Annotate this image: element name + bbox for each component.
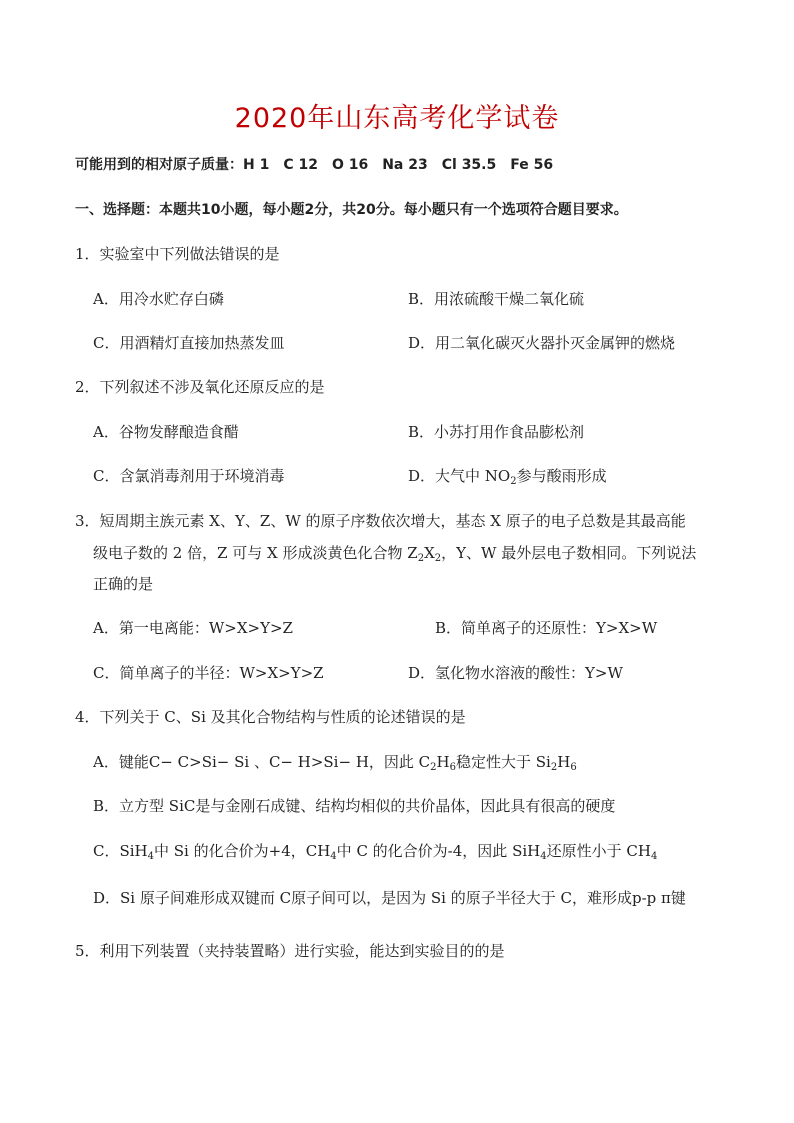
question-3-option-a: A．第一电离能：W>X>Y>Z [93, 619, 293, 637]
question-5-stem: 5．利用下列装置（夹持装置略）进行实验，能达到实验目的的是 [75, 942, 505, 960]
question-2-option-d: D．大气中 $NO_2$参与酸雨形成 [408, 467, 607, 487]
question-2-option-c: C．含氯消毒剂用于环境消毒 [93, 467, 285, 485]
question-3-line-2: 级电子数的 2 倍，Z 可与 X 形成淡黄色化合物 $Z_2X_2$，Y、W 最外层电子数相同。下列说法 [93, 544, 697, 564]
atomic-masses: 可能用到的相对原子质量：H 1 C 12 O 16 Na 23 Cl 35.5 Fe 56 [75, 157, 554, 173]
question-3-line-3: 正确的是 [93, 575, 154, 593]
question-1-option-d: D．用二氧化碳灭火器扑灭金属钾的燃烧 [408, 334, 676, 352]
question-2-option-b: B．小苏打用作食品膨松剂 [408, 423, 585, 441]
question-2-stem: 2．下列叙述不涉及氧化还原反应的是 [75, 378, 325, 396]
question-1-option-a: A．用冷水贮存白磷 [93, 290, 224, 308]
question-3-option-d: D．氢化物水溶液的酸性：Y>W [408, 664, 623, 682]
question-4-option-b: B．立方型 SiC是与金刚石成键、结构均相似的共价晶体，因此具有很高的硬度 [93, 797, 616, 815]
question-4-stem: 4．下列关于 C、Si 及其化合物结构与性质的论述错误的是 [75, 708, 466, 726]
section-heading: 一、选择题：本题共10小题，每小题2分，共20分。每小题只有一个选项符合题目要求。 [75, 202, 628, 218]
question-1-stem: 1．实验室中下列做法错误的是 [75, 245, 280, 263]
question-3-option-b: B．简单离子的还原性：Y>X>W [435, 619, 658, 637]
question-4-option-c: C．SiH$_4$中 Si 的化合价为+4，$CH_4$中 C 的化合价为-4，因此 SiH$_4$还原性小于 $CH_4$ [93, 842, 658, 862]
question-2-option-a: A．谷物发酵酿造食醋 [93, 423, 239, 441]
question-3-option-c: C．简单离子的半径：W>X>Y>Z [93, 664, 324, 682]
question-3-line-1: 3．短周期主族元素 X、Y、Z、W 的原子序数依次增大，基态 X 原子的电子总数是其最高能 [75, 512, 686, 530]
question-4-option-d: D．Si 原子间难形成双键而 C原子间可以，是因为 Si 的原子半径大于 C，难形成p-p π键 [93, 889, 686, 907]
question-1-option-c: C．用酒精灯直接加热蒸发皿 [93, 334, 285, 352]
question-1-option-b: B．用浓硫酸干燥二氧化硫 [408, 290, 585, 308]
page-title: 2020年山东高考化学试卷 [234, 103, 560, 134]
question-4-option-a: A．键能C− C>Si− Si 、C− H>Si− H，因此 $C_2H_6$稳定性大于 $Si_2H_6$ [93, 753, 577, 773]
